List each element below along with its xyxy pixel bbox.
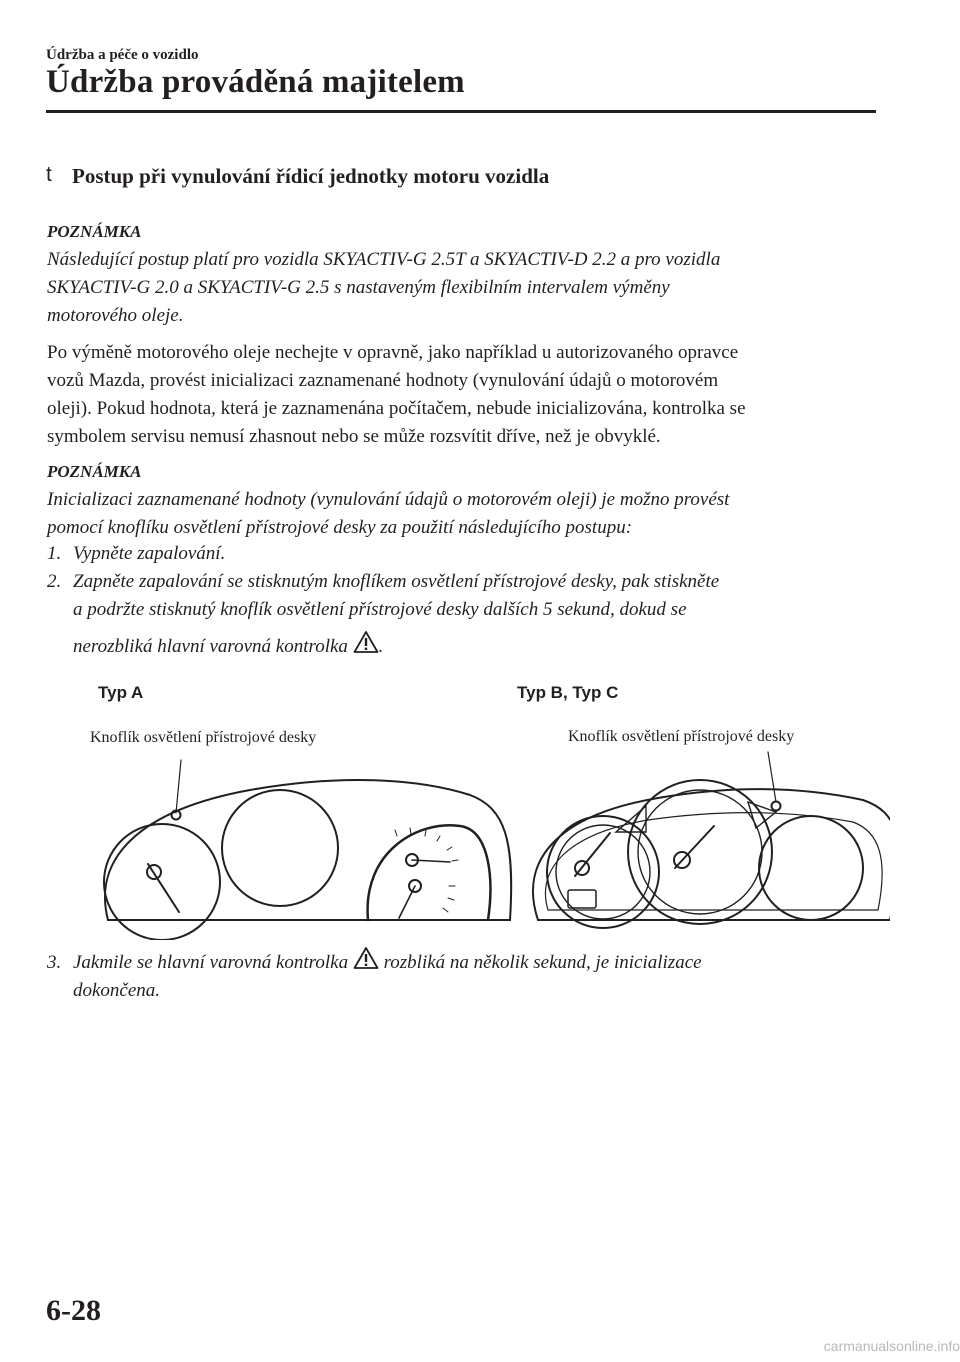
step-number: 1.	[47, 543, 62, 564]
section-title: Postup při vynulování řídicí jednotky motoru vozidla	[72, 164, 550, 188]
step-text-end	[47, 630, 887, 661]
header-divider	[46, 110, 876, 113]
warning-triangle-icon	[353, 630, 379, 654]
note-line: SKYACTIV-G 2.0 a SKYACTIV-G 2.5 s nastaveným flexibilním intervalem výměny	[47, 277, 670, 298]
step-text: Jakmile se hlavní varovná kontrolka	[73, 952, 349, 973]
cluster-type-a	[104, 760, 511, 940]
body-paragraph	[47, 339, 887, 451]
callout-dimmer-knob-a: Knoflík osvětlení přístrojové desky	[90, 729, 317, 746]
note-label: POZNÁMKA	[47, 462, 142, 481]
callout-dimmer-knob-bc: Knoflík osvětlení přístrojové desky	[568, 728, 795, 745]
section-bullet: t	[46, 163, 52, 186]
step-text: dokončena.	[73, 980, 161, 1001]
figure-label-type-bc: Typ B, Typ C	[517, 683, 619, 702]
instrument-cluster-figure	[90, 740, 890, 940]
note-line: motorového oleje.	[47, 305, 184, 326]
note-1	[47, 218, 887, 330]
note-label: POZNÁMKA	[47, 222, 142, 241]
step-text: a podržte stisknutý knoflík osvětlení přístrojové desky dalších 5 sekund, dokud se	[73, 599, 687, 620]
figure-label-type-a: Typ A	[98, 683, 144, 702]
note-line: Inicializaci zaznamenané hodnoty (vynulování údajů o motorovém oleji) je možno provést	[47, 489, 730, 510]
step-number: 3.	[47, 952, 62, 973]
step-text: .	[378, 636, 384, 657]
warning-triangle-icon	[353, 946, 379, 970]
step-text: Zapněte zapalování se stisknutým knoflíkem osvětlení přístrojové desky, pak stiskněte	[73, 571, 720, 592]
page-number: 6-28	[46, 1294, 101, 1327]
step-2	[47, 568, 887, 661]
body-line: oleji). Pokud hodnota, která je zaznamenána počítačem, nebude inicializována, kontrolka se	[47, 398, 746, 419]
step-1	[47, 540, 887, 568]
step-text: rozbliká na několik sekund, je inicializace	[383, 952, 702, 973]
page-title: Údržba prováděná majitelem	[46, 64, 465, 100]
body-line: vozů Mazda, provést inicializaci zaznamenané hodnoty (vynulování údajů o motorovém	[47, 370, 719, 391]
body-line: symbolem servisu nemusí zhasnout nebo se může rozsvítit dříve, než je obvyklé.	[47, 426, 661, 447]
note-line: pomocí knoflíku osvětlení přístrojové desky za použití následujícího postupu:	[47, 517, 633, 538]
cluster-type-bc	[533, 752, 890, 928]
step-text: nerozbliká hlavní varovná kontrolka	[73, 636, 348, 657]
step-text: Vypněte zapalování.	[73, 543, 226, 564]
note-line: Následující postup platí pro vozidla SKYACTIV-G 2.5T a SKYACTIV-D 2.2 a pro vozidla	[47, 249, 721, 270]
watermark: carmanualsonline.info	[823, 1338, 960, 1354]
body-line: Po výměně motorového oleje nechejte v opravně, jako například u autorizovaného opravce	[47, 342, 739, 363]
step-3	[47, 946, 887, 1005]
chapter-label: Údržba a péče o vozidlo	[46, 47, 199, 63]
note-2	[47, 458, 887, 542]
step-number: 2.	[47, 571, 62, 592]
